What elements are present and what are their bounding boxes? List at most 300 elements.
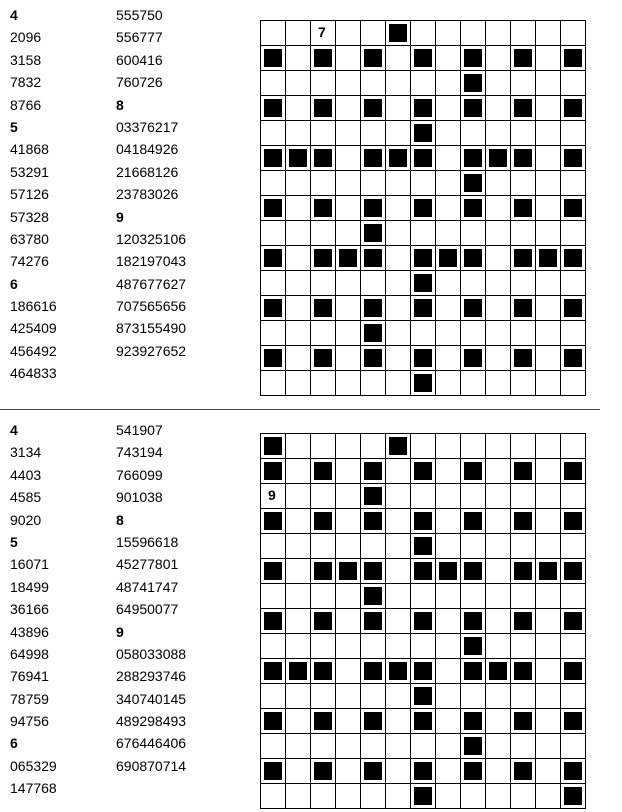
grid-cell[interactable]	[286, 71, 311, 96]
grid-cell[interactable]	[511, 434, 536, 459]
grid-cell[interactable]	[286, 684, 311, 709]
grid-cell[interactable]	[536, 46, 561, 71]
grid-cell[interactable]	[536, 321, 561, 346]
length-header: 9	[116, 208, 124, 225]
grid-cell[interactable]	[311, 734, 336, 759]
grid-cell[interactable]	[436, 296, 461, 321]
grid-cell[interactable]	[486, 584, 511, 609]
grid-cell[interactable]	[511, 171, 536, 196]
grid-cell[interactable]	[386, 684, 411, 709]
grid-cell[interactable]	[511, 271, 536, 296]
grid-cell[interactable]	[336, 146, 361, 171]
grid-cell[interactable]	[336, 96, 361, 121]
grid-cell[interactable]	[536, 609, 561, 634]
grid-cell[interactable]	[536, 271, 561, 296]
grid-cell[interactable]	[286, 434, 311, 459]
grid-cell[interactable]	[536, 484, 561, 509]
grid-cell[interactable]	[486, 709, 511, 734]
black-square	[314, 249, 332, 267]
grid-cell[interactable]	[511, 534, 536, 559]
grid-cell[interactable]	[486, 759, 511, 784]
word-entry: 76941	[10, 668, 49, 685]
grid-cell[interactable]	[286, 246, 311, 271]
grid-cell[interactable]	[336, 21, 361, 46]
grid-cell[interactable]	[411, 171, 436, 196]
grid-cell[interactable]	[261, 221, 286, 246]
grid-cell[interactable]	[511, 484, 536, 509]
grid-cell[interactable]	[536, 509, 561, 534]
grid-cell[interactable]	[561, 684, 586, 709]
grid-cell[interactable]	[261, 684, 286, 709]
grid-cell[interactable]	[361, 434, 386, 459]
grid-cell[interactable]	[261, 534, 286, 559]
grid-cell[interactable]	[336, 709, 361, 734]
grid-cell[interactable]	[311, 434, 336, 459]
grid-cell[interactable]	[286, 459, 311, 484]
grid-cell[interactable]	[386, 96, 411, 121]
grid-cell[interactable]	[386, 609, 411, 634]
grid-cell[interactable]	[336, 609, 361, 634]
grid-cell[interactable]	[561, 321, 586, 346]
grid-cell[interactable]	[486, 121, 511, 146]
grid-cell[interactable]	[561, 734, 586, 759]
grid-cell[interactable]	[561, 71, 586, 96]
grid-cell[interactable]	[336, 509, 361, 534]
grid-cell[interactable]	[386, 346, 411, 371]
grid-cell[interactable]	[311, 321, 336, 346]
grid-cell[interactable]	[461, 121, 486, 146]
grid-cell[interactable]	[386, 196, 411, 221]
grid-cell[interactable]	[536, 709, 561, 734]
black-square	[364, 562, 382, 580]
grid-cell[interactable]	[536, 146, 561, 171]
grid-cell[interactable]	[336, 196, 361, 221]
grid-cell[interactable]	[386, 784, 411, 809]
grid-cell[interactable]	[436, 196, 461, 221]
grid-cell[interactable]	[486, 96, 511, 121]
grid-cell[interactable]	[536, 221, 561, 246]
grid-cell[interactable]	[261, 784, 286, 809]
grid-cell[interactable]	[336, 221, 361, 246]
grid-cell[interactable]	[336, 271, 361, 296]
grid-cell[interactable]	[461, 534, 486, 559]
grid-cell[interactable]	[286, 121, 311, 146]
grid-cell[interactable]	[336, 121, 361, 146]
grid-cell[interactable]	[461, 484, 486, 509]
grid-cell[interactable]	[511, 634, 536, 659]
grid-cell[interactable]	[336, 659, 361, 684]
grid-cell[interactable]	[386, 121, 411, 146]
black-square	[464, 762, 482, 780]
grid-cell[interactable]	[436, 759, 461, 784]
grid-cell[interactable]	[336, 784, 361, 809]
grid-cell[interactable]	[311, 121, 336, 146]
grid-cell[interactable]	[436, 71, 461, 96]
grid-cell-black	[361, 459, 386, 484]
grid-cell[interactable]	[486, 609, 511, 634]
grid-cell[interactable]	[436, 346, 461, 371]
grid-cell[interactable]	[461, 784, 486, 809]
grid-cell[interactable]	[311, 484, 336, 509]
grid-cell[interactable]	[536, 171, 561, 196]
grid-cell[interactable]	[286, 559, 311, 584]
grid-cell[interactable]	[436, 146, 461, 171]
grid-cell[interactable]	[436, 96, 461, 121]
grid-cell-black	[261, 659, 286, 684]
grid-cell[interactable]	[486, 634, 511, 659]
grid-cell[interactable]	[536, 459, 561, 484]
grid-cell[interactable]	[461, 321, 486, 346]
grid-cell[interactable]	[286, 321, 311, 346]
grid-cell[interactable]	[261, 484, 286, 509]
grid-cell[interactable]	[411, 484, 436, 509]
grid-cell[interactable]	[286, 196, 311, 221]
grid-cell[interactable]	[336, 434, 361, 459]
grid-cell[interactable]	[386, 459, 411, 484]
black-square	[364, 512, 382, 530]
grid-cell[interactable]	[286, 584, 311, 609]
grid-cell[interactable]	[336, 321, 361, 346]
grid-cell[interactable]	[286, 609, 311, 634]
grid-cell[interactable]	[286, 509, 311, 534]
grid-cell[interactable]	[361, 634, 386, 659]
grid-cell[interactable]	[386, 371, 411, 396]
grid-cell[interactable]	[336, 634, 361, 659]
grid-cell-black	[361, 321, 386, 346]
grid-cell[interactable]	[511, 684, 536, 709]
grid-cell[interactable]	[286, 784, 311, 809]
grid-cell[interactable]	[286, 709, 311, 734]
grid-cell[interactable]	[286, 21, 311, 46]
grid-cell[interactable]	[486, 296, 511, 321]
grid-cell[interactable]	[461, 21, 486, 46]
grid-cell[interactable]	[386, 509, 411, 534]
word-entry: 4403	[10, 466, 42, 483]
grid-cell[interactable]	[486, 459, 511, 484]
grid-cell[interactable]	[536, 534, 561, 559]
grid-cell[interactable]	[461, 371, 486, 396]
grid-cell[interactable]	[286, 171, 311, 196]
grid-cell-black	[261, 459, 286, 484]
grid-cell[interactable]	[436, 271, 461, 296]
grid-cell[interactable]	[286, 46, 311, 71]
grid-cell[interactable]	[361, 71, 386, 96]
grid-cell-black	[561, 459, 586, 484]
grid-cell[interactable]	[261, 71, 286, 96]
grid-cell[interactable]	[436, 484, 461, 509]
grid-cell[interactable]	[261, 21, 286, 46]
grid-cell[interactable]	[336, 371, 361, 396]
grid-cell[interactable]	[286, 271, 311, 296]
grid-cell[interactable]	[386, 634, 411, 659]
grid-cell[interactable]	[261, 634, 286, 659]
grid-cell[interactable]	[436, 459, 461, 484]
grid-cell[interactable]	[486, 246, 511, 271]
grid-cell[interactable]	[561, 584, 586, 609]
grid-cell[interactable]	[486, 346, 511, 371]
grid-cell[interactable]	[261, 734, 286, 759]
grid-cell[interactable]	[311, 371, 336, 396]
grid-cell[interactable]	[311, 171, 336, 196]
grid-cell[interactable]	[286, 296, 311, 321]
grid-cell[interactable]	[436, 21, 461, 46]
grid-cell[interactable]	[261, 321, 286, 346]
black-square	[414, 462, 432, 480]
black-square	[514, 299, 532, 317]
length-header: 6	[10, 735, 18, 752]
grid-cell[interactable]	[361, 271, 386, 296]
grid-cell[interactable]	[536, 584, 561, 609]
grid-cell[interactable]	[336, 759, 361, 784]
grid-cell[interactable]	[561, 534, 586, 559]
grid-cell[interactable]	[486, 509, 511, 534]
grid-cell[interactable]	[436, 121, 461, 146]
grid-cell[interactable]	[336, 346, 361, 371]
grid-cell[interactable]	[336, 296, 361, 321]
grid-cell-black	[411, 684, 436, 709]
grid-cell[interactable]	[261, 121, 286, 146]
grid-cell[interactable]	[536, 434, 561, 459]
grid-cell[interactable]	[386, 71, 411, 96]
grid-cell[interactable]	[311, 534, 336, 559]
grid-cell[interactable]	[486, 684, 511, 709]
grid-cell[interactable]	[536, 634, 561, 659]
grid-cell-black	[411, 121, 436, 146]
grid-cell[interactable]	[361, 734, 386, 759]
grid-cell[interactable]	[436, 321, 461, 346]
grid-cell[interactable]	[561, 21, 586, 46]
grid-cell[interactable]	[536, 784, 561, 809]
grid-cell[interactable]	[386, 246, 411, 271]
grid-cell[interactable]	[436, 534, 461, 559]
grid-cell[interactable]	[311, 684, 336, 709]
grid-cell[interactable]	[386, 484, 411, 509]
grid-cell[interactable]	[411, 584, 436, 609]
grid-cell-black	[361, 759, 386, 784]
grid-cell[interactable]	[286, 221, 311, 246]
grid-cell[interactable]	[336, 71, 361, 96]
grid-cell[interactable]	[361, 171, 386, 196]
grid-cell[interactable]	[561, 371, 586, 396]
grid-cell[interactable]	[511, 784, 536, 809]
grid-cell[interactable]	[386, 221, 411, 246]
grid-cell[interactable]	[561, 171, 586, 196]
black-square	[364, 299, 382, 317]
grid-cell[interactable]	[386, 321, 411, 346]
grid-cell[interactable]	[386, 46, 411, 71]
grid-cell[interactable]	[536, 734, 561, 759]
black-square	[364, 487, 382, 505]
black-square	[264, 299, 282, 317]
grid-cell[interactable]	[436, 784, 461, 809]
grid-cell[interactable]	[486, 171, 511, 196]
grid-cell[interactable]	[486, 484, 511, 509]
grid-cell[interactable]	[286, 96, 311, 121]
grid-cell[interactable]	[386, 584, 411, 609]
grid-cell[interactable]	[461, 271, 486, 296]
grid-cell[interactable]	[511, 121, 536, 146]
grid-cell[interactable]	[411, 71, 436, 96]
grid-cell[interactable]	[536, 759, 561, 784]
grid-cell[interactable]	[436, 709, 461, 734]
grid-cell[interactable]	[386, 271, 411, 296]
grid-cell[interactable]	[511, 734, 536, 759]
grid-cell[interactable]	[461, 584, 486, 609]
grid-cell[interactable]	[361, 121, 386, 146]
grid-cell[interactable]	[261, 271, 286, 296]
grid-cell[interactable]	[536, 684, 561, 709]
grid-cell[interactable]	[286, 734, 311, 759]
grid-cell[interactable]	[436, 509, 461, 534]
grid-cell[interactable]	[311, 21, 336, 46]
grid-cell[interactable]	[436, 734, 461, 759]
grid-cell[interactable]	[411, 434, 436, 459]
grid-cell[interactable]	[561, 221, 586, 246]
grid-cell-black	[511, 509, 536, 534]
black-square	[464, 637, 482, 655]
grid-cell[interactable]	[336, 734, 361, 759]
grid-cell-black	[411, 146, 436, 171]
grid-cell[interactable]	[486, 434, 511, 459]
grid-cell[interactable]	[536, 21, 561, 46]
grid-cell[interactable]	[386, 734, 411, 759]
grid-cell[interactable]	[311, 221, 336, 246]
grid-cell[interactable]	[536, 659, 561, 684]
grid-cell[interactable]	[511, 321, 536, 346]
grid-cell[interactable]	[486, 784, 511, 809]
grid-cell[interactable]	[461, 434, 486, 459]
grid-cell[interactable]	[286, 534, 311, 559]
grid-cell[interactable]	[411, 321, 436, 346]
grid-cell[interactable]	[486, 71, 511, 96]
grid-cell-black	[261, 609, 286, 634]
grid-cell[interactable]	[386, 171, 411, 196]
grid-cell[interactable]	[286, 371, 311, 396]
black-square	[339, 249, 357, 267]
grid-cell[interactable]	[436, 609, 461, 634]
grid-cell[interactable]	[486, 534, 511, 559]
grid-cell[interactable]	[311, 271, 336, 296]
grid-cell[interactable]	[511, 584, 536, 609]
grid-cell[interactable]	[561, 634, 586, 659]
grid-cell[interactable]	[386, 709, 411, 734]
grid-cell[interactable]	[386, 296, 411, 321]
grid-cell[interactable]	[486, 734, 511, 759]
grid-cell[interactable]	[486, 271, 511, 296]
grid-cell[interactable]	[511, 221, 536, 246]
grid-cell[interactable]	[436, 659, 461, 684]
grid-cell[interactable]	[561, 484, 586, 509]
grid-cell[interactable]	[336, 584, 361, 609]
grid-cell[interactable]	[436, 371, 461, 396]
grid-cell[interactable]	[286, 346, 311, 371]
grid-cell[interactable]	[536, 121, 561, 146]
black-square	[364, 224, 382, 242]
grid-cell[interactable]	[386, 759, 411, 784]
word-entry: 4585	[10, 489, 42, 506]
grid-cell[interactable]	[486, 559, 511, 584]
grid-cell[interactable]	[536, 346, 561, 371]
grid-cell[interactable]	[286, 759, 311, 784]
grid-cell[interactable]	[436, 584, 461, 609]
grid-cell[interactable]	[261, 584, 286, 609]
grid-cell[interactable]	[461, 221, 486, 246]
grid-cell[interactable]	[486, 46, 511, 71]
grid-cell[interactable]	[561, 434, 586, 459]
grid-cell[interactable]	[486, 371, 511, 396]
grid-cell[interactable]	[561, 271, 586, 296]
grid-cell[interactable]	[361, 534, 386, 559]
grid-cell[interactable]	[311, 634, 336, 659]
grid-cell[interactable]	[436, 434, 461, 459]
grid-cell[interactable]	[436, 171, 461, 196]
grid-cell[interactable]	[411, 734, 436, 759]
grid-cell[interactable]	[511, 71, 536, 96]
grid-cell[interactable]	[336, 46, 361, 71]
grid-cell[interactable]	[436, 221, 461, 246]
grid-cell[interactable]	[486, 221, 511, 246]
grid-cell[interactable]	[486, 321, 511, 346]
grid-cell-black	[361, 709, 386, 734]
grid-cell[interactable]	[336, 484, 361, 509]
grid-cell[interactable]	[336, 171, 361, 196]
grid-cell[interactable]	[536, 96, 561, 121]
grid-cell[interactable]	[361, 684, 386, 709]
grid-cell-black	[361, 484, 386, 509]
grid-cell-black	[561, 196, 586, 221]
grid-cell[interactable]	[311, 71, 336, 96]
grid-cell[interactable]	[311, 584, 336, 609]
word-entry: 555750	[116, 7, 163, 23]
grid-cell[interactable]	[311, 784, 336, 809]
length-header: 4	[10, 7, 18, 23]
grid-cell[interactable]	[486, 196, 511, 221]
grid-cell[interactable]	[336, 459, 361, 484]
length-header: 9	[116, 623, 124, 640]
grid-cell[interactable]	[411, 21, 436, 46]
grid-cell[interactable]	[411, 634, 436, 659]
grid-cell[interactable]	[436, 684, 461, 709]
grid-cell[interactable]	[536, 196, 561, 221]
grid-cell[interactable]	[561, 121, 586, 146]
grid-cell[interactable]	[411, 221, 436, 246]
grid-cell[interactable]	[261, 171, 286, 196]
grid-cell[interactable]	[286, 634, 311, 659]
grid-cell[interactable]	[361, 21, 386, 46]
grid-cell[interactable]	[261, 371, 286, 396]
black-square	[264, 149, 282, 167]
grid-cell[interactable]	[486, 21, 511, 46]
grid-cell[interactable]	[461, 684, 486, 709]
grid-cell[interactable]	[511, 371, 536, 396]
grid-cell[interactable]	[361, 371, 386, 396]
grid-cell[interactable]	[511, 21, 536, 46]
grid-cell[interactable]	[386, 534, 411, 559]
grid-cell[interactable]	[536, 71, 561, 96]
grid-cell[interactable]	[336, 684, 361, 709]
grid-cell[interactable]	[536, 371, 561, 396]
grid-cell[interactable]	[336, 534, 361, 559]
grid-cell[interactable]	[361, 784, 386, 809]
length-header: 8	[116, 96, 124, 113]
grid-cell[interactable]	[436, 634, 461, 659]
grid-cell[interactable]	[386, 559, 411, 584]
grid-cell[interactable]	[286, 484, 311, 509]
black-square	[314, 462, 332, 480]
grid-cell[interactable]	[536, 296, 561, 321]
black-square	[564, 349, 582, 367]
grid-cell[interactable]	[436, 46, 461, 71]
